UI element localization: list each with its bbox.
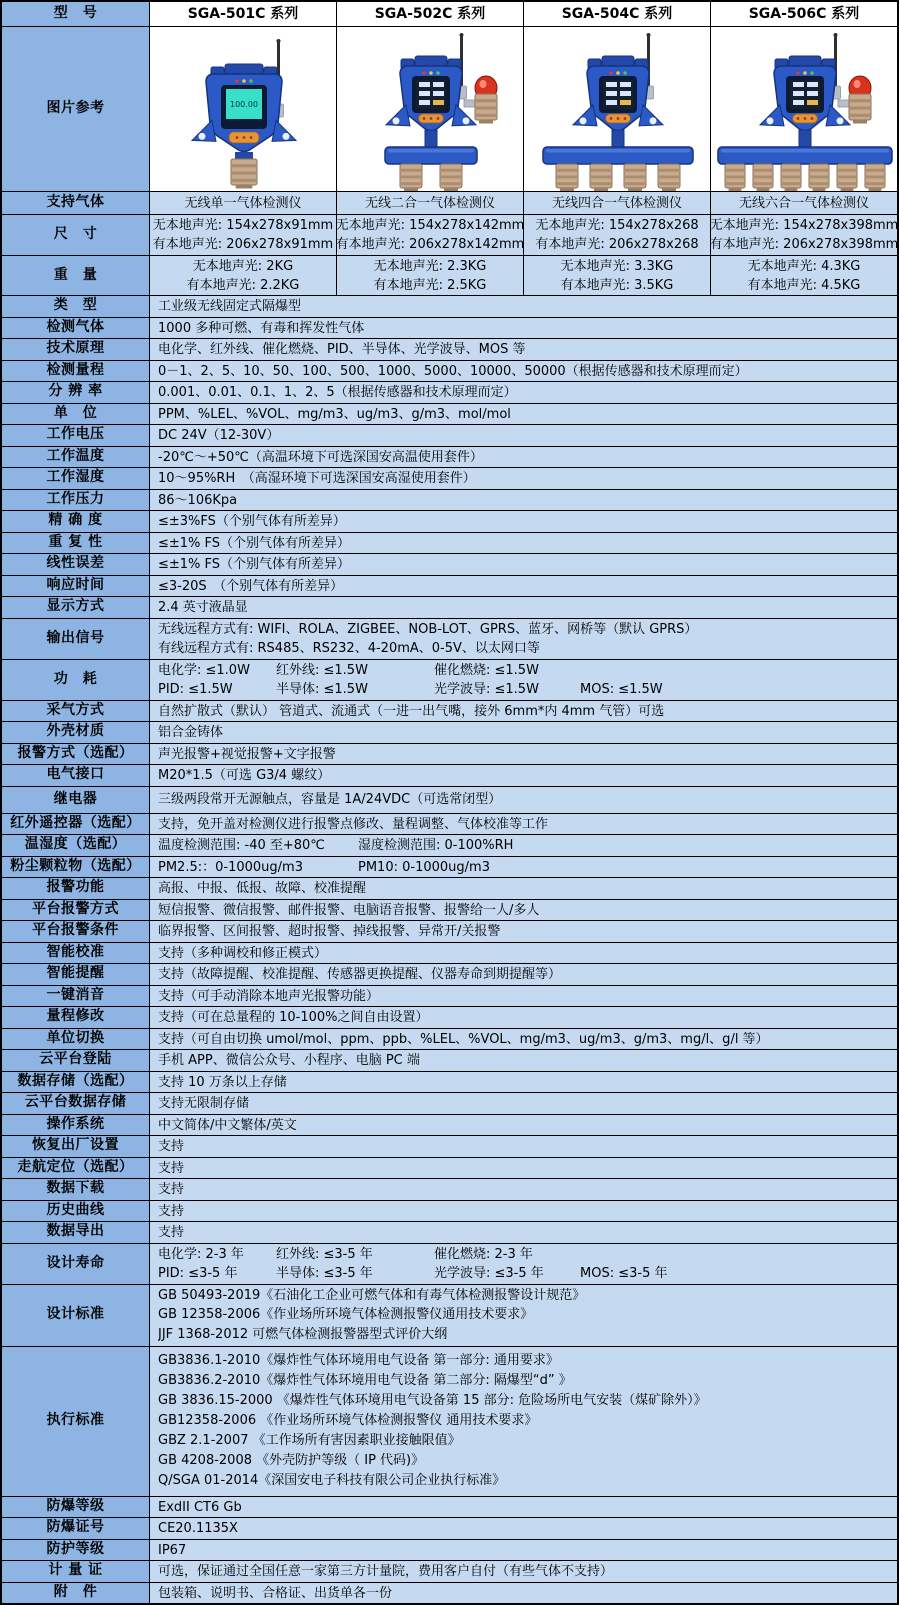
value-line: 有本地声光: 206x278x142mm (335, 237, 525, 252)
table-row (2, 317, 897, 339)
sga-501c-device (150, 28, 337, 191)
table-row (2, 1582, 897, 1604)
size-value (524, 215, 711, 255)
value-line: 无本地声光: 154x278x398mm (709, 218, 899, 233)
value-line: GBZ 2.1-2007 《工作场所有害因素职业接触限值》 (158, 1433, 461, 1448)
row-value (150, 1136, 897, 1156)
row-label: 工作湿度 (2, 468, 150, 489)
row-value (150, 619, 897, 659)
value-line: GB 12358-2006《作业场所环境气体检测报警仪通用技术要求》 (158, 1307, 534, 1323)
table-row (2, 659, 897, 700)
row-value (150, 361, 897, 381)
row-value (150, 1158, 897, 1178)
sga-504c-device (524, 28, 711, 191)
value-line: 包装箱、说明书、合格证、出货单各一份 (158, 1585, 393, 1601)
device-image-cell (150, 27, 337, 191)
row-value (150, 1007, 897, 1027)
value-line: ≤±1% FS（个别气体有所差异） (158, 557, 351, 572)
svg-text:100.00: 100.00 (229, 99, 258, 109)
value-line: IP67 (158, 1542, 187, 1558)
value-segment: MOS: ≤1.5W (580, 681, 663, 697)
size-value (337, 215, 524, 255)
row-value (150, 447, 897, 467)
value-line: 0－1、2、5、10、50、100、500、1000、5000、10000、50000（根据传感器和技术原理而定） (158, 363, 748, 379)
value-line (158, 858, 889, 876)
value-segment: 温度检测范围: -40 至+80℃ (158, 838, 325, 853)
row-value (150, 1347, 897, 1496)
row-label: 附 件 (2, 1583, 150, 1604)
row-label: 报警方式（选配） (2, 744, 150, 765)
table-row (2, 596, 897, 618)
value-line (158, 1245, 889, 1264)
value-segment: 电化学: ≤1.0W (158, 662, 250, 678)
value-line: 有本地声光: 2.5KG (373, 277, 487, 293)
row-value (150, 765, 897, 785)
table-row (2, 834, 897, 856)
value-line: 支持 10 万条以上存储 (158, 1074, 287, 1090)
value-line: 电化学、红外线、催化燃烧、PID、半导体、光学波导、MOS 等 (158, 342, 526, 357)
value-line: 无本地声光: 154x278x142mm (335, 218, 525, 233)
value-line: 支持，免开盖对检测仪进行报警点修改、量程调整、气体校准等工作 (158, 816, 549, 832)
value-line (158, 680, 889, 699)
row-value (150, 1115, 897, 1135)
value-segment: 半导体: ≤3-5 年 (276, 1265, 373, 1281)
row-label: 平台报警条件 (2, 921, 150, 942)
value-segment: 催化燃烧: 2-3 年 (434, 1246, 533, 1262)
table-row (2, 813, 897, 835)
table-row (2, 403, 897, 425)
row-value (150, 1222, 897, 1242)
value-line: GB3836.2-2010《爆炸性气体环境用电气设备 第二部分: 隔爆型“d” 》 (158, 1373, 572, 1388)
row-value (150, 722, 897, 742)
row-label: 数据存储（选配） (2, 1072, 150, 1093)
value-segment: 电化学: 2-3 年 (158, 1246, 244, 1262)
value-line: 手机 APP、微信公众号、小程序、电脑 PC 端 (158, 1053, 420, 1068)
table-row (2, 700, 897, 722)
value-line: ExdII CT6 Gb (158, 1499, 242, 1515)
row-value (150, 787, 897, 813)
value-line: 支持无限制存储 (158, 1096, 250, 1111)
value-line: 自然扩散式（默认） 管道式、流通式（一进一出气嘴，接外 6mm*内 4mm 气管）可选 (158, 703, 665, 719)
row-value (150, 425, 897, 445)
row-value (150, 943, 897, 963)
value-line: 无本地声光: 2.3KG (373, 259, 487, 274)
model-header-row (2, 2, 897, 26)
value-segment: 催化燃烧: ≤1.5W (434, 662, 539, 678)
weight-row (2, 255, 897, 295)
value-line: 有本地声光: 206x278x398mm (709, 237, 899, 252)
row-label: 历史曲线 (2, 1201, 150, 1222)
row-columns (150, 215, 897, 255)
value-segment: 红外线: ≤3-5 年 (276, 1246, 373, 1262)
row-value (150, 921, 897, 941)
value-line: 有本地声光: 206x278x91mm (152, 237, 334, 252)
value-line: 1000 多种可燃、有毒和挥发性气体 (158, 320, 365, 336)
row-label: 红外遥控器（选配） (2, 814, 150, 835)
row-label: 重 复 性 (2, 533, 150, 554)
value-line: 支持 (158, 1203, 185, 1219)
row-label: 重 量 (2, 256, 150, 295)
row-value (150, 404, 897, 424)
sga-506c-device (711, 28, 898, 191)
value-line: 支持 (158, 1160, 185, 1176)
table-row (2, 721, 897, 743)
row-label: 防护等级 (2, 1540, 150, 1561)
row-value (150, 597, 897, 617)
row-label: 功 耗 (2, 660, 150, 700)
row-value (150, 1029, 897, 1049)
value-line: GB 4208-2008 《外壳防护等级（ IP 代码)》 (158, 1453, 425, 1468)
table-row (2, 1243, 897, 1284)
row-value (150, 511, 897, 531)
row-value (150, 382, 897, 402)
table-row (2, 764, 897, 786)
table-row (2, 381, 897, 403)
value-line: 高报、中报、低报、故障、校准提醒 (158, 881, 367, 896)
row-label: 操作系统 (2, 1115, 150, 1136)
row-value (150, 490, 897, 510)
value-line: GB12358-2006 《作业场所环境气体检测报警仪 通用技术要求》 (158, 1413, 538, 1428)
table-row (2, 446, 897, 468)
row-label: 线性误差 (2, 554, 150, 575)
table-row (2, 1092, 897, 1114)
value-line: 无线远程方式有: WIFI、ROLA、ZIGBEE、NOB-LOT、GPRS、蓝牙、网桥等（默认 GPRS） (158, 621, 698, 637)
value-line: 有本地声光: 2.2KG (186, 277, 300, 293)
row-value (150, 701, 897, 721)
value-segment: 光学波导: ≤1.5W (434, 681, 539, 697)
table-row (2, 510, 897, 532)
row-label: 精 确 度 (2, 511, 150, 532)
supported-gas-value: 无线四合一气体检测仪 (524, 192, 711, 214)
value-line: 有线远程方式有: RS485、RS232、4-20mA、0-5V、以太网口等 (158, 640, 540, 656)
table-row (2, 1178, 897, 1200)
row-value (150, 1093, 897, 1113)
row-value (150, 318, 897, 338)
row-label: 云平台数据存储 (2, 1093, 150, 1114)
row-label: 工作电压 (2, 425, 150, 446)
model-header: SGA-506C 系列 (711, 2, 897, 26)
table-row (2, 1006, 897, 1028)
row-value (150, 1201, 897, 1221)
row-value (150, 814, 897, 834)
device-image-cell (337, 27, 524, 191)
table-row (2, 1284, 897, 1346)
table-row (2, 856, 897, 878)
row-label: 图片参考 (2, 27, 150, 191)
row-value (150, 554, 897, 574)
table-row (2, 942, 897, 964)
table-row (2, 920, 897, 942)
table-row (2, 1071, 897, 1093)
value-line: 有本地声光: 206x278x268 (535, 237, 699, 252)
table-row (2, 899, 897, 921)
row-value (150, 900, 897, 920)
size-row (2, 214, 897, 255)
row-value (150, 1561, 897, 1581)
model-header: SGA-504C 系列 (524, 2, 711, 26)
row-label: 数据下载 (2, 1179, 150, 1200)
row-value (150, 296, 897, 316)
table-row (2, 467, 897, 489)
table-row (2, 1496, 897, 1518)
row-value (150, 1540, 897, 1560)
row-label: 智能校准 (2, 943, 150, 964)
value-segment: 红外线: ≤1.5W (276, 662, 368, 678)
sga-502c-device (337, 28, 524, 191)
weight-value (150, 256, 337, 295)
value-segment: 湿度检测范围: 0-100%RH (358, 838, 514, 853)
value-line: 无本地声光: 154x278x91mm (152, 218, 334, 233)
value-line: ≤±3%FS（个别气体有所差异） (158, 514, 346, 529)
table-row (2, 963, 897, 985)
value-line (158, 836, 889, 854)
value-line: 支持 (158, 1225, 185, 1240)
value-line: 支持 (158, 1139, 185, 1154)
value-line: 支持（故障提醒、校准提醒、传感器更换提醒、仪器寿命到期提醒等） (158, 967, 562, 982)
row-label: 防爆证号 (2, 1518, 150, 1539)
row-value (150, 1179, 897, 1199)
row-value (150, 1244, 897, 1284)
row-value (150, 835, 897, 855)
value-line: 三级两段常开无源触点，容量是 1A/24VDC（可选常闭型） (158, 791, 502, 807)
value-line: DC 24V（12-30V） (158, 428, 280, 443)
row-columns (150, 27, 897, 191)
model-header: SGA-502C 系列 (337, 2, 524, 26)
value-line: -20℃～+50℃（高温环境下可选深国安高温使用套件） (158, 449, 483, 465)
value-line: 短信报警、微信报警、邮件报警、电脑语音报警、报警给一人/多人 (158, 902, 540, 918)
row-value (150, 339, 897, 359)
row-label: 平台报警方式 (2, 900, 150, 921)
value-line: 2.4 英寸液晶显 (158, 600, 248, 615)
row-label: 计 量 证 (2, 1561, 150, 1582)
value-segment: 半导体: ≤1.5W (276, 681, 368, 697)
table-row (2, 489, 897, 511)
value-segment: PM10: 0-1000ug/m3 (358, 859, 490, 875)
row-value (150, 964, 897, 984)
row-label: 设计标准 (2, 1285, 150, 1346)
row-label: 智能提醒 (2, 964, 150, 985)
table-row (2, 575, 897, 597)
row-label: 类 型 (2, 296, 150, 317)
value-line: 中文简体/中文繁体/英文 (158, 1117, 297, 1133)
value-line: 支持（可手动消除本地声光报警功能） (158, 988, 380, 1004)
table-row (2, 1539, 897, 1561)
value-segment: MOS: ≤3-5 年 (580, 1265, 668, 1281)
table-row (2, 618, 897, 659)
row-value (150, 1072, 897, 1092)
value-line: GB 3836.15-2000 《爆炸性气体环境用电气设备第 15 部分: 危险场所电气安装（煤矿除外）》 (158, 1393, 707, 1408)
row-value (150, 986, 897, 1006)
value-line: 支持（多种调校和修正模式） (158, 945, 328, 961)
value-line: CE20.1135X (158, 1521, 238, 1536)
weight-value (337, 256, 524, 295)
table-row (2, 743, 897, 765)
row-label: 响应时间 (2, 576, 150, 597)
value-line: 工业级无线固定式隔爆型 (158, 299, 302, 314)
row-label: 执行标准 (2, 1347, 150, 1496)
value-line: 铝合金铸体 (158, 725, 224, 740)
value-line: GB3836.1-2010《爆炸性气体环境用电气设备 第一部分: 通用要求》 (158, 1353, 559, 1368)
row-label: 数据导出 (2, 1222, 150, 1243)
weight-value (711, 256, 897, 295)
table-row (2, 1049, 897, 1071)
row-label: 走航定位（选配） (2, 1158, 150, 1179)
table-row (2, 786, 897, 813)
value-line: PPM、%LEL、%VOL、mg/m3、ug/m3、g/m3、mol/mol (158, 406, 511, 422)
table-row (2, 532, 897, 554)
table-row (2, 338, 897, 360)
table-row (2, 1028, 897, 1050)
value-line: 有本地声光: 4.5KG (747, 277, 861, 293)
value-segment: 光学波导: ≤3-5 年 (434, 1265, 544, 1281)
device-image-cell (524, 27, 711, 191)
table-row (2, 1200, 897, 1222)
row-label: 单 位 (2, 404, 150, 425)
row-label: 检测量程 (2, 361, 150, 382)
table-row (2, 1560, 897, 1582)
table-row (2, 1517, 897, 1539)
row-label: 技术原理 (2, 339, 150, 360)
row-value (150, 878, 897, 898)
row-value (150, 744, 897, 764)
value-line: 支持（可在总量程的 10-100%之间自由设置） (158, 1010, 429, 1025)
value-segment: PID: ≤1.5W (158, 681, 233, 697)
row-label: 温湿度（选配） (2, 835, 150, 856)
value-line: 86～106Kpa (158, 492, 238, 508)
value-line: ≤±1% FS（个别气体有所差异） (158, 535, 351, 551)
table-row (2, 424, 897, 446)
row-value (150, 1583, 897, 1603)
value-line: ≤3-20S （个别气体有所差异） (158, 578, 344, 594)
value-line: 无本地声光: 2KG (192, 259, 294, 274)
row-label: 外壳材质 (2, 722, 150, 743)
row-label: 设计寿命 (2, 1244, 150, 1284)
table-row (2, 1135, 897, 1157)
row-label: 电气接口 (2, 765, 150, 786)
weight-value (524, 256, 711, 295)
row-label: 尺 寸 (2, 215, 150, 255)
value-line: M20*1.5（可选 G3/4 螺纹） (158, 768, 331, 783)
value-line: 支持（可自由切换 umol/mol、ppm、ppb、%LEL、%VOL、mg/m3、ug/m3、g/m3、mg/l、g/l 等） (158, 1031, 769, 1047)
row-label: 恢复出厂设置 (2, 1136, 150, 1157)
table-row (2, 360, 897, 382)
row-label: 一键消音 (2, 986, 150, 1007)
row-label: 支持气体 (2, 192, 150, 214)
row-value (150, 1497, 897, 1517)
table-row (2, 1346, 897, 1496)
row-label: 输出信号 (2, 619, 150, 659)
row-value (150, 576, 897, 596)
value-segment: PM2.5:：0-1000ug/m3 (158, 859, 303, 875)
value-segment: PID: ≤3-5 年 (158, 1265, 238, 1281)
row-label: 报警功能 (2, 878, 150, 899)
row-label: 量程修改 (2, 1007, 150, 1028)
row-label: 采气方式 (2, 701, 150, 722)
value-line: 无本地声光: 4.3KG (747, 259, 861, 274)
row-label: 检测气体 (2, 318, 150, 339)
value-line: 无本地声光: 3.3KG (560, 259, 674, 274)
size-value (711, 215, 897, 255)
table-row (2, 1221, 897, 1243)
row-label: 粉尘颗粒物（选配） (2, 857, 150, 878)
row-value (150, 1518, 897, 1538)
row-label: 工作温度 (2, 447, 150, 468)
row-value (150, 468, 897, 488)
table-row (2, 295, 897, 317)
value-line: 支持 (158, 1182, 185, 1197)
table-row (2, 877, 897, 899)
table-row (2, 1157, 897, 1179)
row-columns (150, 2, 897, 26)
size-value (150, 215, 337, 255)
value-line: 声光报警+视觉报警+文字报警 (158, 746, 336, 762)
value-line: GB 50493-2019《石油化工企业可燃气体和有毒气体检测报警设计规范》 (158, 1287, 586, 1303)
row-value (150, 660, 897, 700)
value-line: 有本地声光: 3.5KG (560, 277, 674, 293)
table-row (2, 985, 897, 1007)
row-columns (150, 256, 897, 295)
row-value (150, 533, 897, 553)
value-line (158, 1264, 889, 1283)
row-label: 型 号 (2, 2, 150, 26)
row-label: 云平台登陆 (2, 1050, 150, 1071)
row-value (150, 1050, 897, 1070)
device-image-cell (711, 27, 897, 191)
value-line: 临界报警、区间报警、超时报警、掉线报警、异常开/关报警 (158, 924, 501, 939)
supported-gas-row (2, 191, 897, 214)
row-label: 分 辨 率 (2, 382, 150, 403)
value-line (158, 661, 889, 680)
table-row (2, 553, 897, 575)
image-reference-row (2, 26, 897, 191)
row-value (150, 857, 897, 877)
value-line: 10～95%RH （高湿环境下可选深国安高湿使用套件） (158, 471, 476, 486)
value-line: 可选，保证通过全国任意一家第三方计量院，费用客户自付（有些气体不支持） (158, 1564, 614, 1579)
row-label: 防爆等级 (2, 1497, 150, 1518)
supported-gas-value: 无线六合一气体检测仪 (711, 192, 897, 214)
value-line: JJF 1368-2012 可燃气体检测报警器型式评价大纲 (158, 1326, 448, 1342)
value-line: 0.001、0.01、0.1、1、2、5（根据传感器和技术原理而定） (158, 385, 517, 400)
row-label: 显示方式 (2, 597, 150, 618)
supported-gas-value: 无线二合一气体检测仪 (337, 192, 524, 214)
supported-gas-value: 无线单一气体检测仪 (150, 192, 337, 214)
row-label: 工作压力 (2, 490, 150, 511)
model-header: SGA-501C 系列 (150, 2, 337, 26)
row-columns (150, 192, 897, 214)
row-label: 继电器 (2, 787, 150, 813)
value-line: Q/SGA 01-2014《深国安电子科技有限公司企业执行标准》 (158, 1473, 506, 1488)
table-row (2, 1114, 897, 1136)
row-value (150, 1285, 897, 1346)
row-label: 单位切换 (2, 1029, 150, 1050)
value-line: 无本地声光: 154x278x268 (535, 218, 699, 233)
